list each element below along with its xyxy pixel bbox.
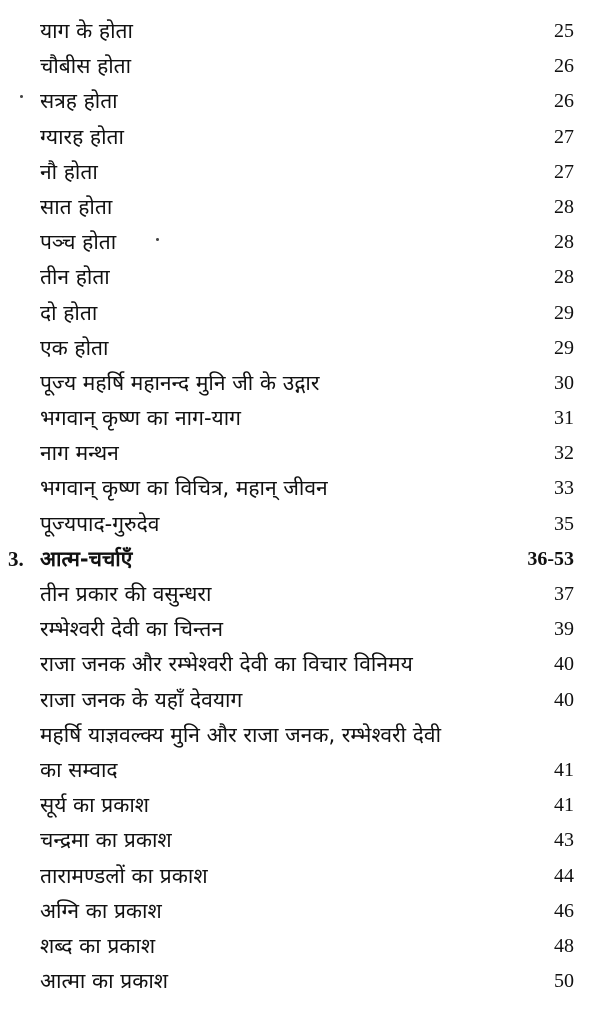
- toc-entry-page: 46: [554, 899, 574, 922]
- toc-entry-title: सात होता: [40, 194, 113, 219]
- toc-entry-page: 27: [554, 160, 574, 183]
- toc-entry-page: 50: [554, 970, 574, 993]
- toc-entry-page: 31: [554, 407, 574, 430]
- toc-entry: [0, 929, 600, 964]
- toc-entry-title: तीन होता: [40, 265, 110, 290]
- toc-entry-title: सत्रह होता: [40, 89, 118, 114]
- toc-entry-title: पूज्य महर्षि महानन्द मुनि जी के उद्गार: [40, 370, 320, 395]
- toc-entry-page: 41: [554, 758, 574, 781]
- toc-entry-title: अग्नि का प्रकाश: [40, 898, 162, 923]
- toc-entry-title: राजा जनक के यहाँ देवयाग: [40, 687, 243, 712]
- toc-entry-title: नाग मन्थन: [40, 441, 119, 466]
- toc-entry: [0, 190, 600, 225]
- toc-entry-title: चौबीस होता: [40, 54, 132, 79]
- toc-entry: [0, 260, 600, 295]
- toc-entry-title: याग के होता: [40, 19, 133, 43]
- toc-entry-title: पञ्च होता: [40, 230, 117, 255]
- toc-entry-page: 35: [554, 512, 574, 535]
- toc-entry: [0, 507, 600, 542]
- toc-entry-page: 28: [554, 195, 574, 218]
- toc-entry: [0, 331, 600, 366]
- toc-entry-page: 40: [554, 653, 574, 676]
- toc-entry-title: शब्द का प्रकाश: [40, 933, 156, 958]
- toc-entry: [0, 788, 600, 823]
- toc-entry-title: दो होता: [40, 300, 98, 325]
- toc-entry: [0, 964, 600, 999]
- toc-entry: [0, 155, 600, 190]
- table-of-contents: [0, 14, 600, 999]
- toc-entry: [0, 14, 600, 49]
- chapter-number: 3.: [8, 546, 24, 571]
- toc-entry-page: 41: [554, 794, 574, 817]
- toc-entry-page: 28: [554, 266, 574, 289]
- toc-entry-page: 43: [554, 829, 574, 852]
- toc-entry: [0, 859, 600, 894]
- toc-entry: [0, 84, 600, 119]
- toc-entry-title: रम्भेश्वरी देवी का चिन्तन: [40, 617, 224, 642]
- toc-entry-title: एक होता: [40, 335, 109, 360]
- toc-entry-title: महर्षि याज्ञवल्क्य मुनि और राजा जनक, रम्भेश्वरी देवी: [40, 722, 442, 747]
- toc-entry-title: भगवान् कृष्ण का नाग-याग: [40, 406, 241, 431]
- toc-entry-page: 32: [554, 442, 574, 465]
- toc-entry-title: चन्द्रमा का प्रकाश: [40, 828, 172, 853]
- toc-entry-page: 28: [554, 231, 574, 254]
- toc-entry-title: राजा जनक और रम्भेश्वरी देवी का विचार विनिमय: [40, 652, 413, 677]
- toc-entry-title: पूज्यपाद-गुरुदेव: [40, 511, 160, 536]
- toc-entry-page: 26: [554, 55, 574, 78]
- toc-entry: [0, 471, 600, 506]
- toc-entry: [0, 296, 600, 331]
- toc-entry: [0, 120, 600, 155]
- toc-entry-page: 29: [554, 301, 574, 324]
- toc-entry-title: भगवान् कृष्ण का विचित्र, महान् जीवन: [40, 476, 328, 501]
- toc-entry-title: तीन प्रकार की वसुन्धरा: [40, 582, 212, 606]
- chapter-page-range: 36-53: [527, 547, 574, 570]
- toc-entry-page: 30: [554, 371, 574, 394]
- toc-entry: [0, 612, 600, 647]
- toc-entry-title: नौ होता: [40, 159, 98, 184]
- scan-speck: [20, 95, 23, 98]
- toc-entry-page: 26: [554, 90, 574, 113]
- toc-entry-title: तारामण्डलों का प्रकाश: [40, 863, 208, 888]
- toc-entry-page: 40: [554, 688, 574, 711]
- toc-entry: [0, 366, 600, 401]
- toc-entry: [0, 436, 600, 471]
- toc-entry-page: 29: [554, 336, 574, 359]
- chapter-title: आत्म-चर्चाएँ: [40, 546, 133, 571]
- toc-entry-title: सूर्य का प्रकाश: [40, 793, 150, 818]
- toc-entry-line1: [0, 718, 600, 753]
- toc-entry-page: 44: [554, 864, 574, 887]
- toc-entry: [0, 49, 600, 84]
- toc-entry: [0, 577, 600, 612]
- toc-entry-title: ग्यारह होता: [40, 124, 124, 149]
- toc-entry-line2: [0, 753, 600, 788]
- toc-entry: [0, 647, 600, 682]
- toc-entry-page: 39: [554, 618, 574, 641]
- toc-entry-title-continued: का सम्वाद: [40, 757, 118, 782]
- toc-entry-page: 25: [554, 20, 574, 42]
- chapter-heading: [0, 542, 600, 577]
- toc-entry: [0, 894, 600, 929]
- toc-entry-title: आत्मा का प्रकाश: [40, 969, 169, 994]
- toc-entry-page: 37: [554, 583, 574, 605]
- scan-speck: [156, 238, 159, 241]
- toc-entry-page: 33: [554, 477, 574, 500]
- toc-entry-page: 48: [554, 934, 574, 957]
- toc-entry: [0, 683, 600, 718]
- toc-entry-page: 27: [554, 125, 574, 148]
- toc-entry: [0, 401, 600, 436]
- toc-entry: [0, 823, 600, 858]
- toc-entry: [0, 225, 600, 260]
